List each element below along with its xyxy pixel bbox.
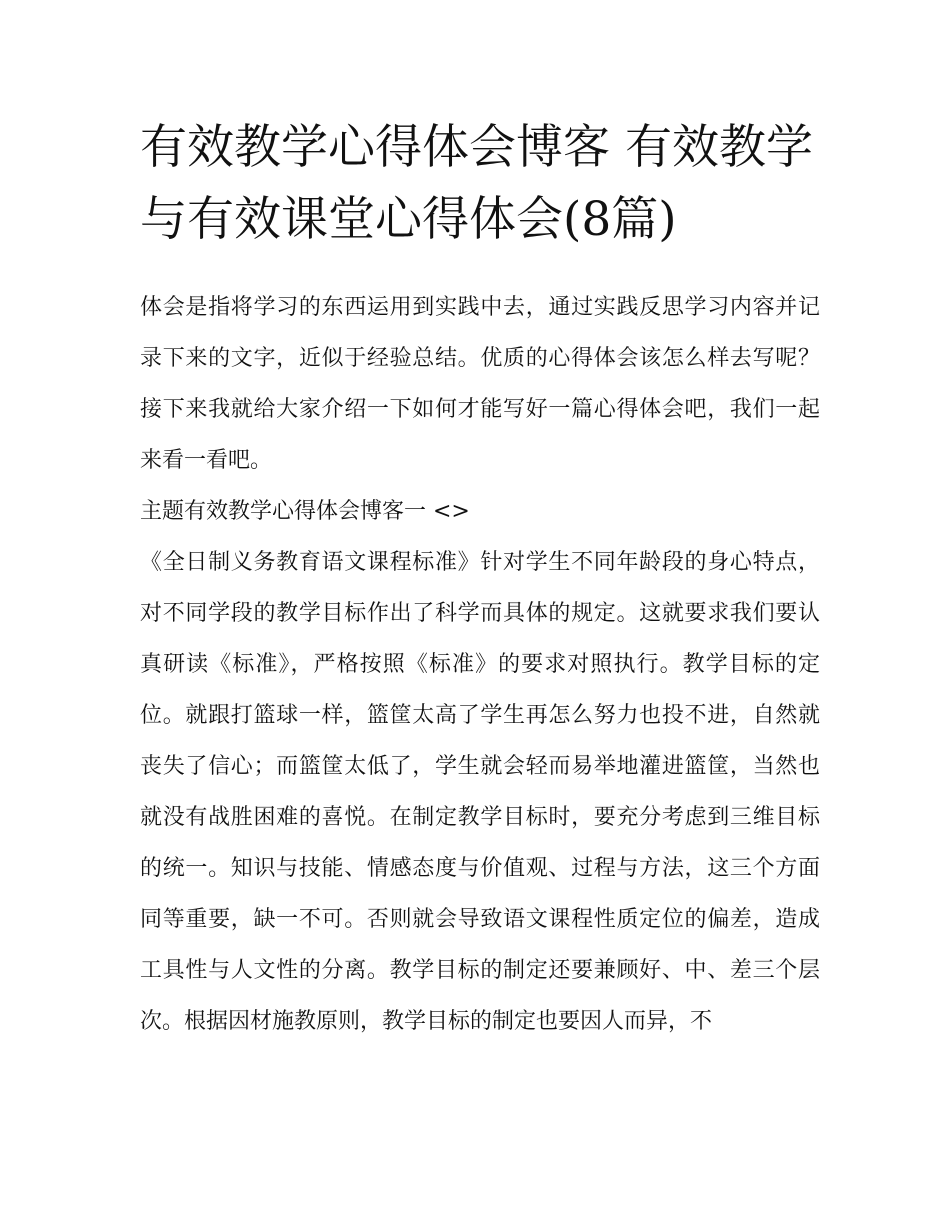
document-title: 有效教学心得体会博客 有效教学与有效课堂心得体会(8篇)	[140, 120, 813, 247]
section-heading: 主题有效教学心得体会博客一 <>	[140, 499, 470, 524]
document-body	[140, 282, 820, 1047]
intro-paragraph: 体会是指将学习的东西运用到实践中去，通过实践反思学习内容并记录下来的文字，近似于经验总结。优质的心得体会该怎么样去写呢？接下来我就给大家介绍一下如何才能写好一篇心得体会吧，我们一起来看一看吧。	[140, 295, 820, 473]
section-paragraph: 《全日制义务教育语文课程标准》针对学生不同年龄段的身心特点，对不同学段的教学目标作出了科学而具体的规定。这就要求我们要认真研读《标准》，严格按照《标准》的要求对照执行。教学目标的定位。就跟打篮球一样，篮筐太高了学生再怎么努力也投不进，自然就丧失了信心；而篮筐太低了，学生就会轻而易举地灌进篮筐，当然也就没有战胜困难的喜悦。在制定教学目标时，要充分考虑到三维目标的统一。知识与技能、情感态度与价值观、过程与方法，这三个方面同等重要，缺一不可。否则就会导致语文课程性质定位的偏差，造成工具性与人文性的分离。教学目标的制定还要兼顾好、中、差三个层次。根据因材施教原则，教学目标的制定也要因人而异，不	[140, 550, 820, 1034]
